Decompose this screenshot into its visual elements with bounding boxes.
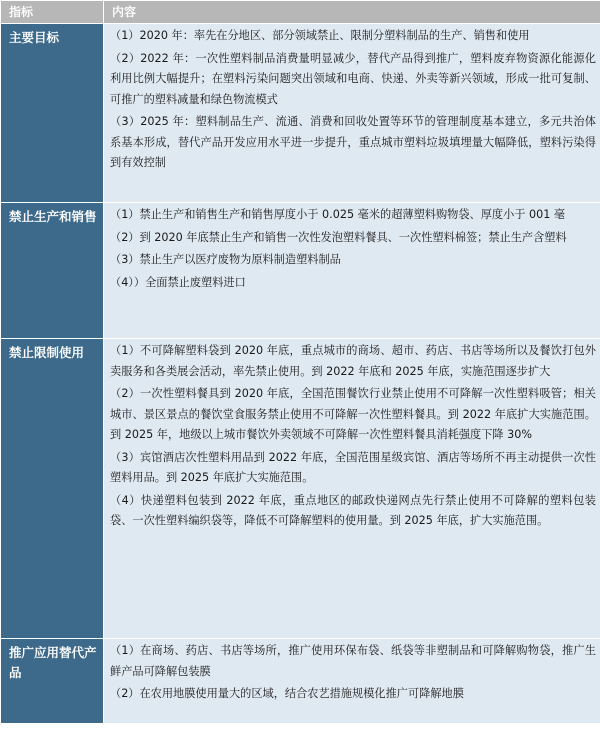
table-header-row xyxy=(1,1,600,24)
indicator-cell: 推广应用替代产品 xyxy=(1,639,104,724)
list-item: （2）2022 年：一次性塑料制品消费量明显减少，替代产品得到推广，塑料废弃物资源化能源化利用比例大幅提升；在塑料污染问题突出领域和电商、快递、外卖等新兴领域，形成一批可复制、可推广的塑料减量和绿色物流模式 xyxy=(110,51,596,106)
table-row xyxy=(1,203,600,339)
indicator-cell: 主要目标 xyxy=(1,24,104,203)
indicator-cell: 禁止限制使用 xyxy=(1,339,104,639)
list-item: （1）不可降解塑料袋到 2020 年底，重点城市的商场、超市、药店、书店等场所以及餐饮打包外卖服务和各类展会活动，率先禁止使用。到 2022 年底和 2025 年底，实施范围逐步扩大 xyxy=(110,344,596,378)
list-item: （3）2025 年：塑料制品生产、流通、消费和回收处置等环节的管理制度基本建立，多元共治体系基本形成，替代产品开发应用水平进一步提升，重点城市塑料垃圾填埋量大幅降低，塑料污染得到有效控制 xyxy=(110,115,596,169)
list-item: （1）2020 年：率先在分地区、部分领域禁止、限制分塑料制品的生产、销售和使用 xyxy=(110,29,530,42)
list-item: （2）到 2020 年底禁止生产和销售一次性发泡塑料餐具、一次性塑料棉签；禁止生产含塑料 xyxy=(110,230,567,244)
header-indicator: 指标 xyxy=(1,1,104,24)
list-item: （4）快递塑料包装到 2022 年底，重点地区的邮政快递网点先行禁止使用不可降解的塑料包装袋、一次性塑料编织袋等，降低不可降解塑料的使用量。到 2025 年底，扩大实施范围。 xyxy=(110,493,596,527)
table-row xyxy=(1,639,600,724)
indicator-cell: 禁止生产和销售 xyxy=(1,203,104,339)
list-item: （1）在商场、药店、书店等场所，推广使用环保布袋、纸袋等非塑制品和可降解购物袋，推广生鲜产品可降解包装膜 xyxy=(110,644,596,678)
list-item: （1）禁止生产和销售生产和销售厚度小于 0.025 毫米的超薄塑料购物袋、厚度小于 001 毫 xyxy=(110,208,566,221)
list-item: （3）宾馆酒店次性塑料用品到 2022 年底，全国范围星级宾馆、酒店等场所不再主动提供一次性塑料用品。到 2025 年底扩大实施范围。 xyxy=(110,450,596,484)
content-cell xyxy=(104,24,600,203)
header-content: 内容 xyxy=(104,1,600,24)
table-row xyxy=(1,339,600,639)
content-cell xyxy=(104,203,600,339)
content-cell xyxy=(104,339,600,639)
list-item: （2）在农用地膜使用量大的区域，结合农艺措施规模化推广可降解地膜 xyxy=(110,687,464,700)
list-item: （3）禁止生产以医疗废物为原料制造塑料制品 xyxy=(110,253,341,266)
list-item: （2）一次性塑料餐具到 2020 年底，全国范围餐饮行业禁止使用不可降解一次性塑料吸管；相关城市、景区景点的餐饮堂食服务禁止使用不可降解一次性塑料餐具。到 2022 年底扩大实施范围。到 2025 年，地级以上城市餐饮外卖领域不可降解一次性塑料餐具消耗强度下降 30% xyxy=(110,387,596,441)
list-item: （4））全面禁止废塑料进口 xyxy=(110,275,246,289)
table-row xyxy=(1,24,600,203)
content-cell xyxy=(104,639,600,724)
